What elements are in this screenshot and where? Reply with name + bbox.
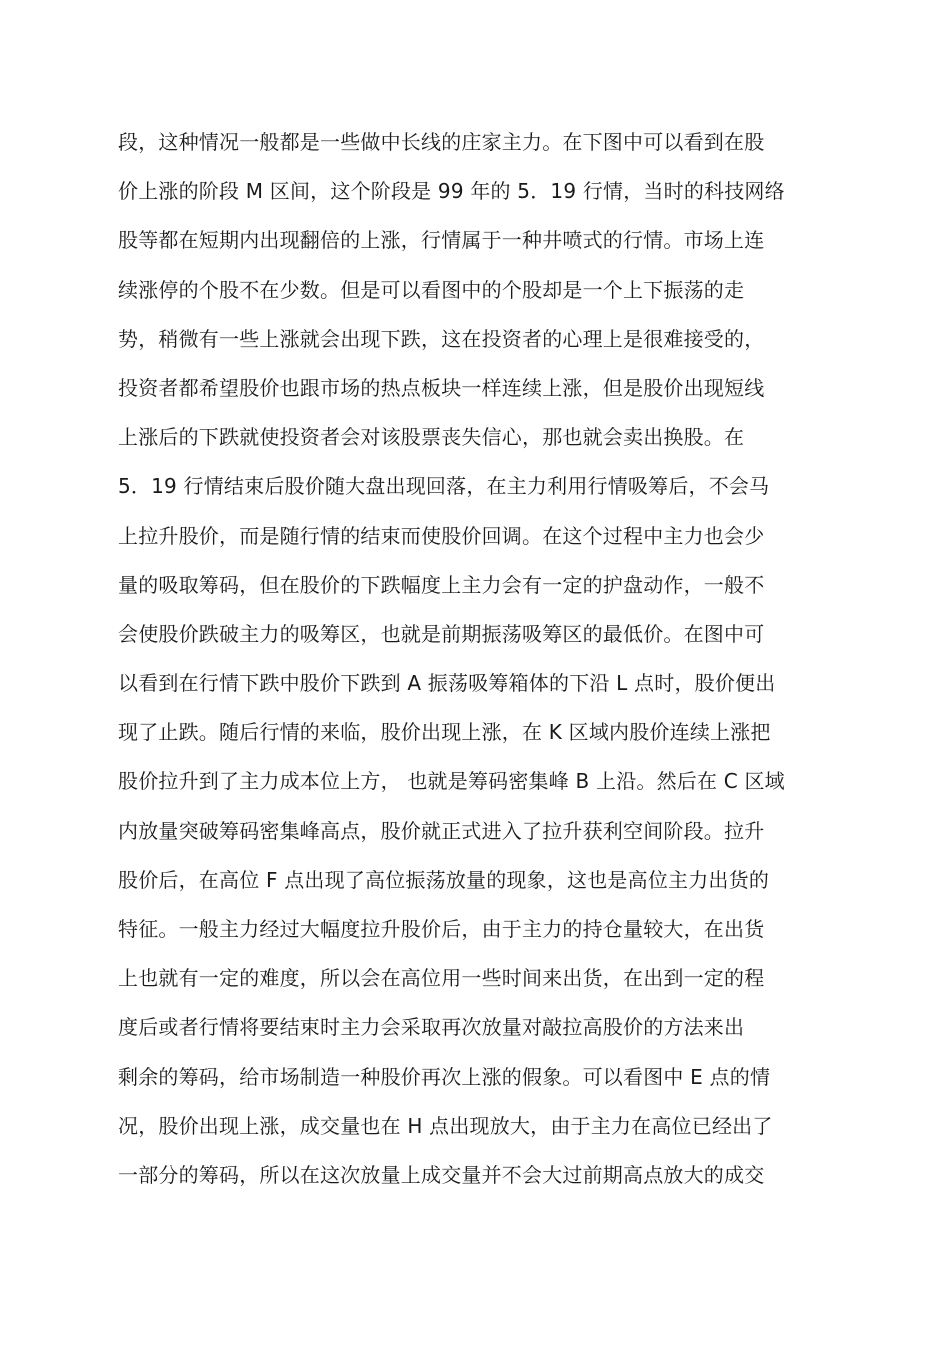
text-line: 以看到在行情下跌中股价下跌到 A 振荡吸筹箱体的下沿 L 点时，股价便出: [118, 671, 776, 696]
text-line: 股价后，在高位 F 点出现了高位振荡放量的现象，这也是高位主力出货的: [118, 867, 770, 892]
text-line: 上也就有一定的难度，所以会在高位用一些时间来出货，在出到一定的程: [118, 966, 765, 991]
text-line: 一部分的筹码，所以在这次放量上成交量并不会大过前期高点放大的成交: [118, 1162, 765, 1187]
text-line: 续涨停的个股不在少数。但是可以看图中的个股却是一个上下振荡的走: [118, 277, 745, 302]
text-line: 段，这种情况一般都是一些做中长线的庄家主力。在下图中可以看到在股: [118, 130, 765, 154]
text-line: 上拉升股价，而是随行情的结束而使股价回调。在这个过程中主力也会少: [118, 523, 765, 548]
text-line: 剩余的筹码，给市场制造一种股价再次上涨的假象。可以看图中 E 点的情: [118, 1064, 771, 1089]
text-line: 股价拉升到了主力成本位上方， 也就是筹码密集峰 B 上沿。然后在 C 区域: [118, 769, 785, 794]
text-line: 势，稍微有一些上涨就会出现下跌，这在投资者的心理上是很难接受的，: [118, 326, 765, 351]
text-line: 会使股价跌破主力的吸筹区，也就是前期振荡吸筹区的最低价。在图中可: [118, 621, 765, 646]
text-line: 上涨后的下跌就使投资者会对该股票丧失信心，那也就会卖出换股。在: [118, 425, 745, 450]
text-line: 量的吸取筹码，但在股价的下跌幅度上主力会有一定的护盘动作，一般不: [118, 572, 765, 597]
text-line: 况，股价出现上涨，成交量也在 H 点出现放大，由于主力在高位已经出了: [118, 1113, 773, 1138]
text-line: 内放量突破筹码密集峰高点，股价就正式进入了拉升获利空间阶段。拉升: [118, 818, 765, 843]
text-line: 价上涨的阶段 M 区间，这个阶段是 99 年的 5．19 行情，当时的科技网络: [118, 179, 785, 204]
text-line: 投资者都希望股价也跟市场的热点板块一样连续上涨，但是股价出现短线: [118, 375, 765, 400]
text-line: 现了止跌。随后行情的来临，股价出现上涨，在 K 区域内股价连续上涨把: [118, 720, 771, 745]
text-line: 度后或者行情将要结束时主力会采取再次放量对敲拉高股价的方法来出: [118, 1015, 745, 1040]
text-line: 5．19 行情结束后股价随大盘出现回落，在主力利用行情吸筹后，不会马: [118, 474, 770, 499]
text-line: 股等都在短期内出现翻倍的上涨，行情属于一种井喷式的行情。市场上连: [118, 228, 765, 253]
text-line: 特征。一般主力经过大幅度拉升股价后，由于主力的持仓量较大，在出货: [118, 917, 765, 941]
body-text: [118, 118, 838, 1200]
